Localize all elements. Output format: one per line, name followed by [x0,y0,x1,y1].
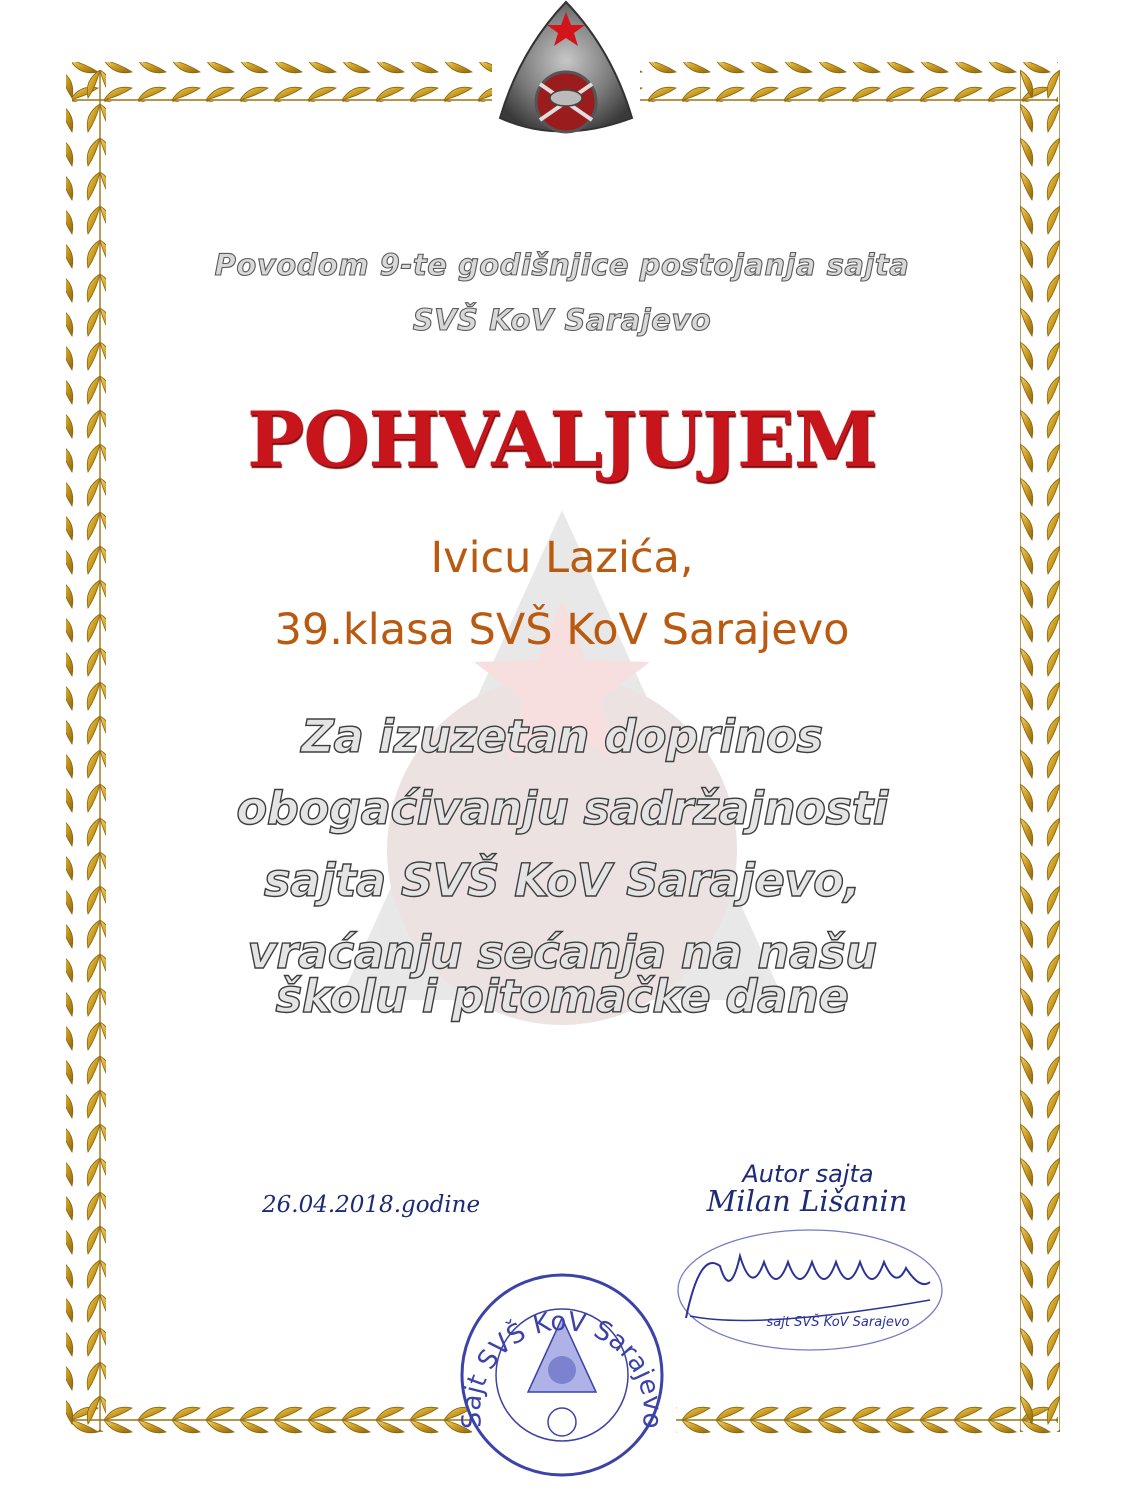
reason-line-3: sajta SVŠ KoV Sarajevo, [263,854,861,907]
author-label: Autor sajta [742,1160,874,1188]
reason-line-5: školu i pitomačke dane [275,970,849,1023]
recipient-name: Ivicu Lazića, [430,533,694,583]
reason-line-1: Za izuzetan doprinos [301,710,823,763]
reason-line-2: obogaćivanju sadržajnosti [236,782,888,835]
seal-ring-text: Sajt SVŠ KoV Sarajevo [456,1306,668,1430]
author-name: Milan Lišanin [706,1184,908,1218]
intro-line-1: Povodom 9-te godišnjice postojanja sajta [214,248,910,282]
signature-stamp-text: sajt SVŠ KoV Sarajevo [766,1315,910,1330]
reason-line-4: vraćanju sećanja na našu [247,926,877,979]
recipient-class: 39.klasa SVŠ KoV Sarajevo [274,605,850,655]
certificate-title: POHVALJUJEM [247,395,877,484]
issue-date: 26.04.2018.godine [262,1192,481,1218]
signature-icon [678,1230,942,1350]
intro-line-2: SVŠ KoV Sarajevo [412,303,712,337]
military-badge-icon [500,2,632,132]
